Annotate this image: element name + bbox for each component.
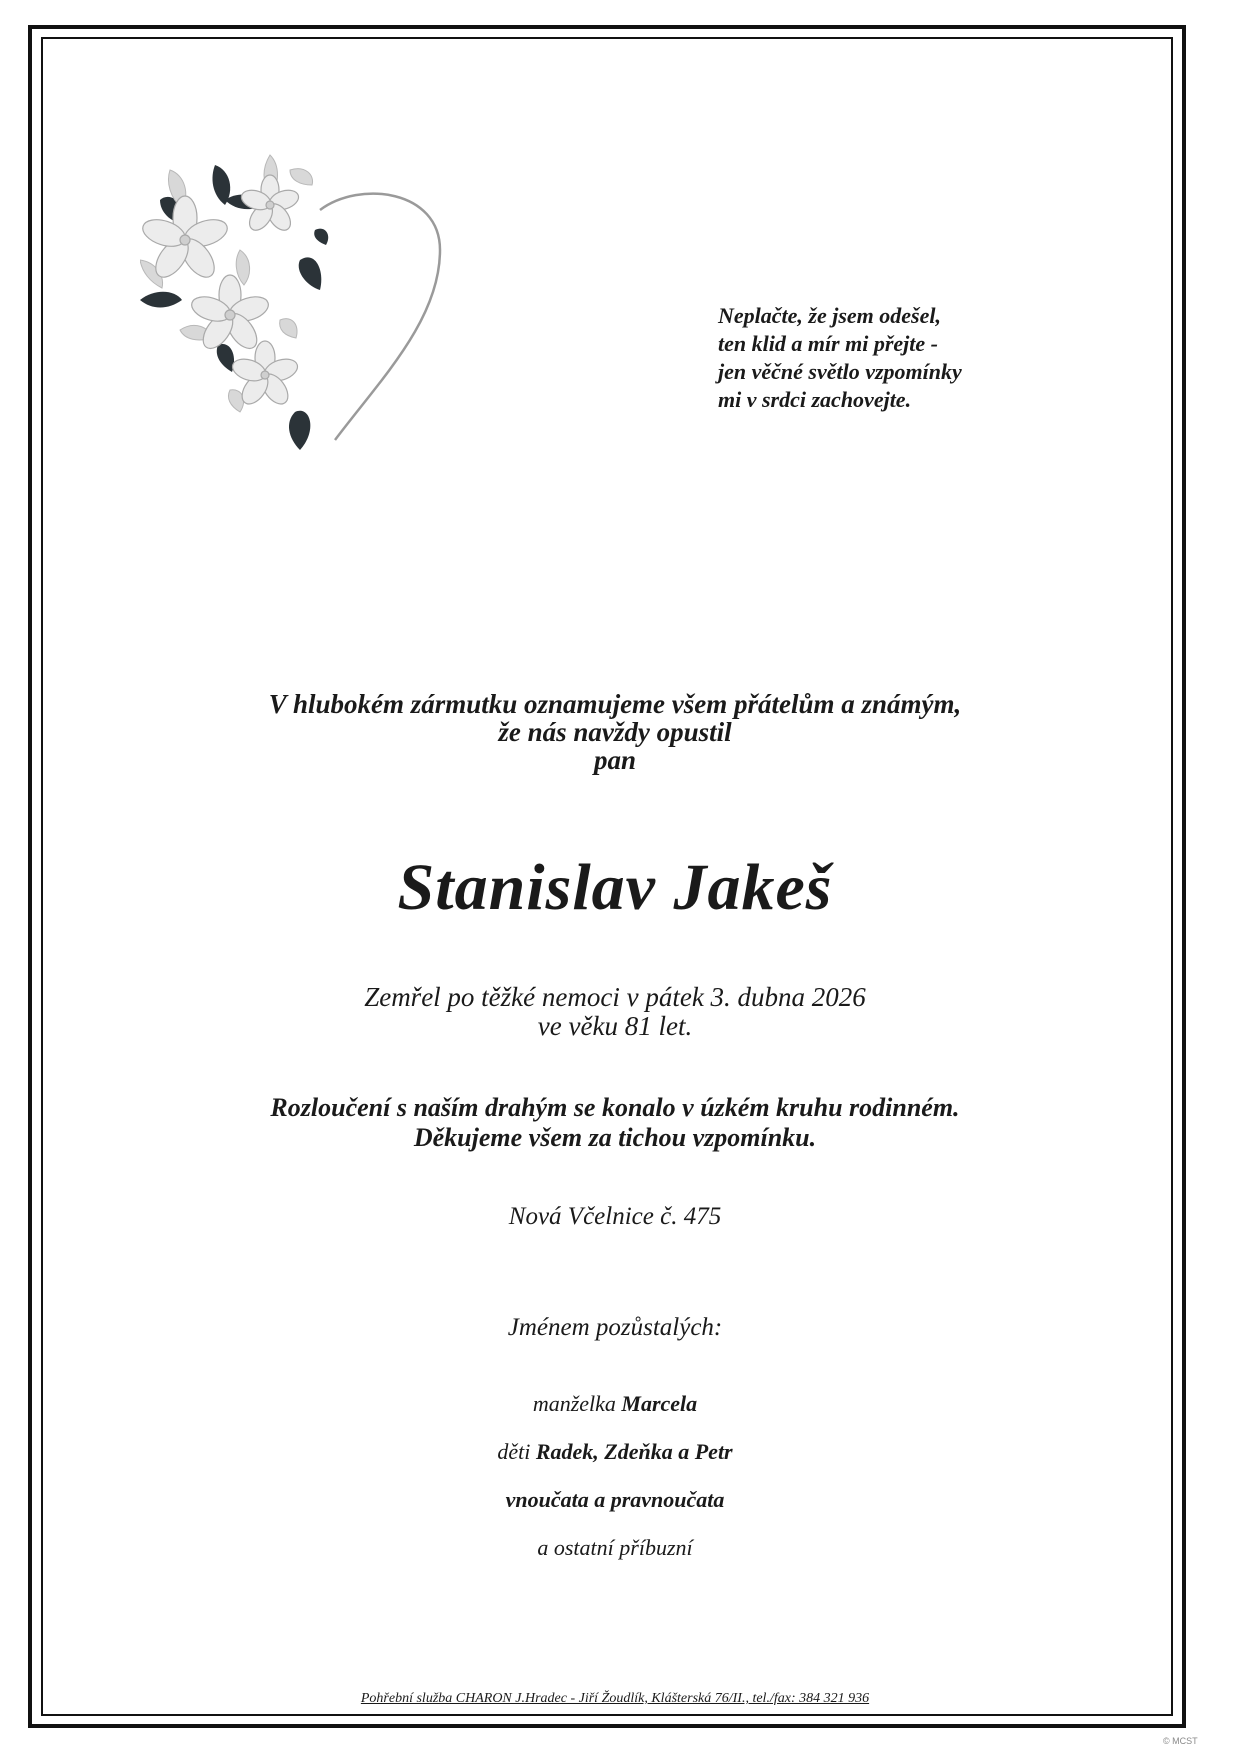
poem-verse xyxy=(718,302,1048,414)
death-notice xyxy=(60,983,1170,1041)
family-relatives: a ostatní příbuzní xyxy=(537,1535,693,1560)
floral-heart-ornament xyxy=(140,150,500,520)
on-behalf-heading: Jménem pozůstalých: xyxy=(507,1314,723,1341)
farewell-notice xyxy=(60,1093,1170,1153)
family-children xyxy=(60,1428,1170,1476)
address: Nová Včelnice č. 475 xyxy=(508,1203,722,1230)
family-spouse xyxy=(60,1380,1170,1428)
family-list xyxy=(60,1380,1170,1572)
thanks-line: Děkujeme všem za tichou vzpomínku. xyxy=(413,1123,817,1152)
announcement xyxy=(60,690,1170,774)
footer-text: Pohřební služba CHARON J.Hradec - Jiří Žoudlík, Klášterská 76/II., tel./fax: 384 321 936 xyxy=(360,1691,870,1706)
deceased-name: Stanislav Jakeš xyxy=(397,851,833,924)
announcement-line: V hlubokém zármutku oznamujeme všem přátelům a známým, xyxy=(268,689,962,719)
funeral-service-footer xyxy=(60,1691,1170,1707)
children-label: děti xyxy=(497,1439,531,1464)
family-grandchildren xyxy=(60,1476,1170,1524)
watermark: © MCST xyxy=(1163,1736,1198,1746)
poem-line: jen věčné světlo vzpomínky xyxy=(718,359,962,384)
farewell-line: Rozloučení s naším drahým se konalo v úzkém kruhu rodinném. xyxy=(270,1093,960,1122)
grandchildren-text: vnoučata a pravnoučata xyxy=(505,1487,725,1512)
death-line: ve věku 81 let. xyxy=(537,1011,693,1041)
spouse-label: manželka xyxy=(532,1391,616,1416)
poem-line: Neplačte, že jsem odešel, xyxy=(718,303,941,328)
announcement-line: že nás navždy opustil xyxy=(498,717,732,747)
children-names: Radek, Zdeňka a Petr xyxy=(535,1439,733,1464)
poem-line: ten klid a mír mi přejte - xyxy=(718,331,938,356)
poem-line: mi v srdci zachovejte. xyxy=(718,387,912,412)
announcement-line: pan xyxy=(593,745,637,775)
spouse-name: Marcela xyxy=(621,1391,698,1416)
death-line: Zemřel po těžké nemoci v pátek 3. dubna 2026 xyxy=(364,982,866,1012)
